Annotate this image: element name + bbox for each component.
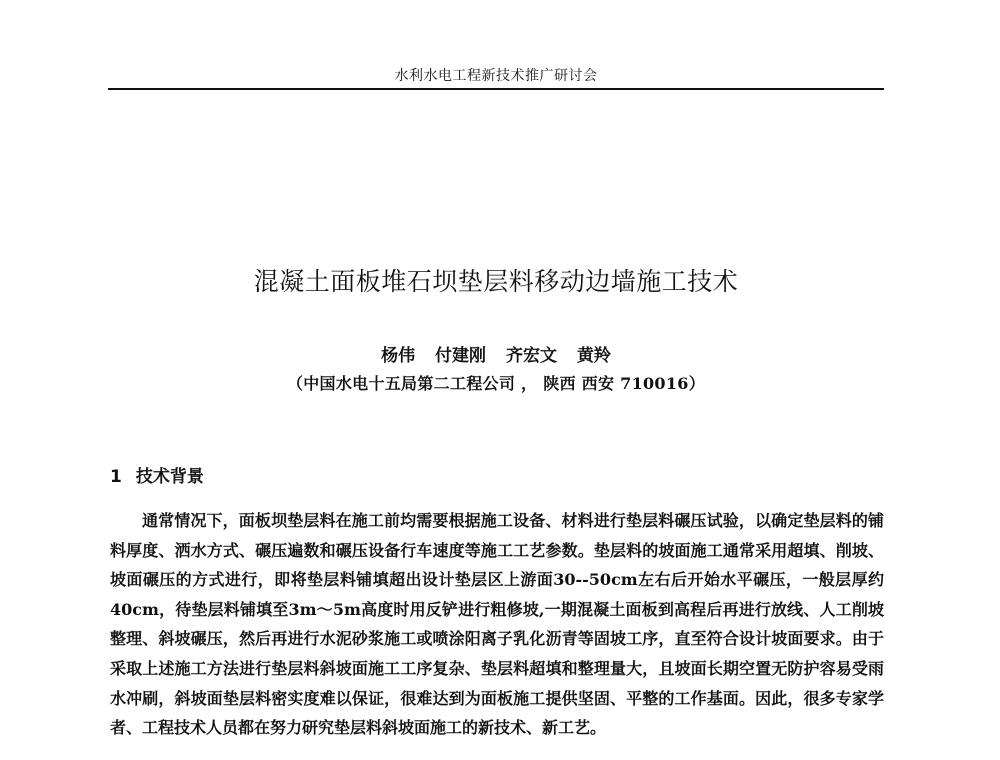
author-name: 齐宏文 [505, 346, 557, 366]
author-name: 杨伟 [381, 346, 416, 366]
section-title: 技术背景 [135, 467, 204, 487]
affiliation: （中国水电十五局第二工程公司 ， 陕西 西安 710016） [286, 374, 706, 393]
author-name: 付建刚 [435, 346, 487, 366]
body-paragraph: 通常情况下，面板坝垫层料在施工前均需要根据施工设备、材料进行垫层料碾压试验，以确定垫层料的铺料厚度、洒水方式、碾压遍数和碾压设备行车速度等施工工艺参数。垫层料的坡面施工通常采用超填、削坡、坡面碾压的方式进行，即将垫层料铺填超出设计垫层区上游面30--50cm左右后开始水平碾压，一般层厚约40cm，待垫层料铺填至3m～5m高度时用反铲进行粗修坡,一期混凝土面板到高程后再进行放线、人工削坡整理、斜坡碾压，然后再进行水泥砂浆施工或喷涂阳离子乳化沥青等固坡工序，直至符合设计坡面要求。由于采取上述施工方法进行垫层料斜坡面施工工序复杂、垫层料超填和整理量大，且坡面长期空置无防护容易受雨水冲刷，斜坡面垫层料密实度难以保证，很难达到为面板施工提供坚固、平整的工作基面。因此，很多专家学者、工程技术人员都在努力研究垫层料斜坡面施工的新技术、新工艺。 [110, 511, 884, 738]
running-header: 水利水电工程新技术推广研讨会 [394, 68, 598, 84]
paper-title: 混凝土面板堆石坝垫层料移动边墙施工技术 [253, 267, 739, 296]
author-list [100, 341, 892, 366]
header-rule [108, 88, 884, 90]
author-name: 黄羚 [576, 346, 611, 366]
section-heading [110, 462, 204, 487]
section-number: 1 [110, 467, 122, 487]
